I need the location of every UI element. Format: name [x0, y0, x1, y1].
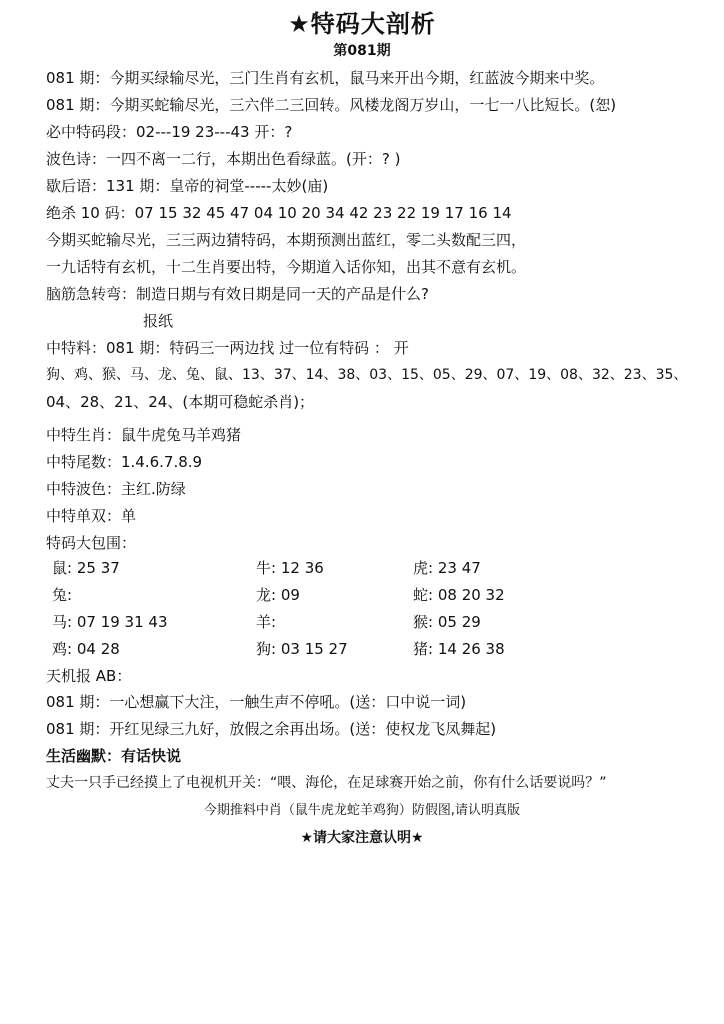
grid-numbers: 09 — [280, 586, 300, 604]
grid-numbers: 03 15 27 — [280, 640, 348, 658]
line-18: 特码大包围： — [46, 534, 137, 552]
grid-label: 蛇: — [413, 586, 434, 604]
issue-number: 第081期 — [333, 43, 391, 59]
grid-numbers: 08 20 32 — [437, 586, 505, 604]
grid-cell-pig — [413, 639, 505, 659]
line-3: 必中特码段：02---19 23---43 开：? — [46, 123, 293, 141]
grid-cell-snake — [413, 585, 505, 605]
grid-cell-monkey — [413, 612, 481, 632]
line-16: 中特波色：主红.防绿 — [46, 480, 186, 498]
grid-numbers: 23 47 — [437, 559, 481, 577]
line-22 — [46, 746, 181, 766]
grid-label: 猪: — [413, 640, 434, 658]
line-23: 丈夫一只手已经摸上了电视机开关：“喂、海伦，在足球赛开始之前，你有什么话要说吗？” — [46, 775, 607, 791]
grid-label: 虎: — [413, 559, 434, 577]
grid-cell-rooster — [52, 639, 120, 659]
line-17: 中特单双：单 — [46, 507, 137, 525]
line-11: 中特料：081 期：特码三一两边找 过一位有特码 ： 开 — [46, 339, 409, 357]
grid-numbers: 04 28 — [76, 640, 120, 658]
line-13: 04、28、21、24、(本期可稳蛇杀肖)； — [46, 393, 315, 411]
line-15: 中特尾数：1.4.6.7.8.9 — [46, 453, 203, 471]
line-1: 081 期：今期买绿输尽光，三门生肖有玄机，鼠马来开出今期，红蓝波今期来中奖。 — [46, 69, 605, 87]
grid-numbers: 07 19 31 43 — [76, 613, 168, 631]
grid-numbers: 14 26 38 — [437, 640, 505, 658]
line-6: 绝杀 10 码：07 15 32 45 47 04 10 20 34 42 23 22 19 17 16 14 — [46, 204, 512, 222]
line-7: 今期买蛇输尽光，三三两边猜特码，本期预测出蓝红，零二头数配三四， — [46, 231, 527, 249]
line-4: 波色诗：一四不离一二行，本期出色看绿蓝。(开：? ) — [46, 150, 401, 168]
line-21: 081 期：开红见绿三九好，放假之余再出场。(送：使权龙飞凤舞起) — [46, 720, 497, 738]
line-19: 天机报 AB： — [46, 667, 132, 685]
grid-label: 鼠: — [52, 559, 73, 577]
grid-label: 猴: — [413, 613, 434, 631]
grid-label: 龙: — [256, 586, 277, 604]
grid-numbers: 05 29 — [437, 613, 481, 631]
grid-label: 牛: — [256, 559, 277, 577]
grid-label: 兔: — [52, 586, 73, 604]
page-title: ★特码大剖析 — [288, 10, 436, 38]
grid-cell-rat — [52, 558, 120, 578]
grid-label: 鸡: — [52, 640, 73, 658]
line-12: 狗、鸡、猴、马、龙、兔、鼠、13、37、14、38、03、15、05、29、07、19、08、32、23、35、 — [46, 367, 688, 383]
grid-cell-dog — [256, 639, 348, 659]
line-8: 一九话特有玄机，十二生肖要出特，今期道入话你知，出其不意有玄机。 — [46, 258, 527, 276]
grid-numbers: 12 36 — [280, 559, 324, 577]
line-25: ★请大家注意认明★ — [300, 830, 424, 846]
line-14: 中特生肖：鼠牛虎兔马羊鸡猪 — [46, 426, 242, 444]
humor-title: 有话快说 — [121, 747, 182, 765]
grid-cell-ox — [256, 558, 324, 578]
line-2: 081 期：今期买蛇输尽光，三六伴二三回转。风楼龙阁万岁山，一七一八比短长。(恕) — [46, 96, 617, 114]
grid-cell-tiger — [413, 558, 481, 578]
grid-label: 马: — [52, 613, 73, 631]
grid-label: 羊: — [256, 613, 277, 631]
line-24: 今期推料中肖（鼠牛虎龙蛇羊鸡狗）防假图,请认明真版 — [203, 803, 521, 818]
line-5: 歇后语：131 期：皇帝的祠堂-----太妙(庙) — [46, 177, 329, 195]
line-9: 脑筋急转弯：制造日期与有效日期是同一天的产品是什么? — [46, 285, 429, 303]
grid-cell-rabbit — [52, 585, 72, 605]
grid-cell-horse — [52, 612, 168, 632]
grid-cell-goat — [256, 612, 276, 632]
grid-label: 狗: — [256, 640, 277, 658]
line-20: 081 期：一心想赢下大注，一触生声不停吼。(送：口中说一词) — [46, 693, 467, 711]
line-10: 报纸 — [143, 312, 174, 330]
humor-label: 生活幽默： — [46, 747, 122, 765]
grid-numbers: 25 37 — [76, 559, 120, 577]
grid-cell-dragon — [256, 585, 300, 605]
